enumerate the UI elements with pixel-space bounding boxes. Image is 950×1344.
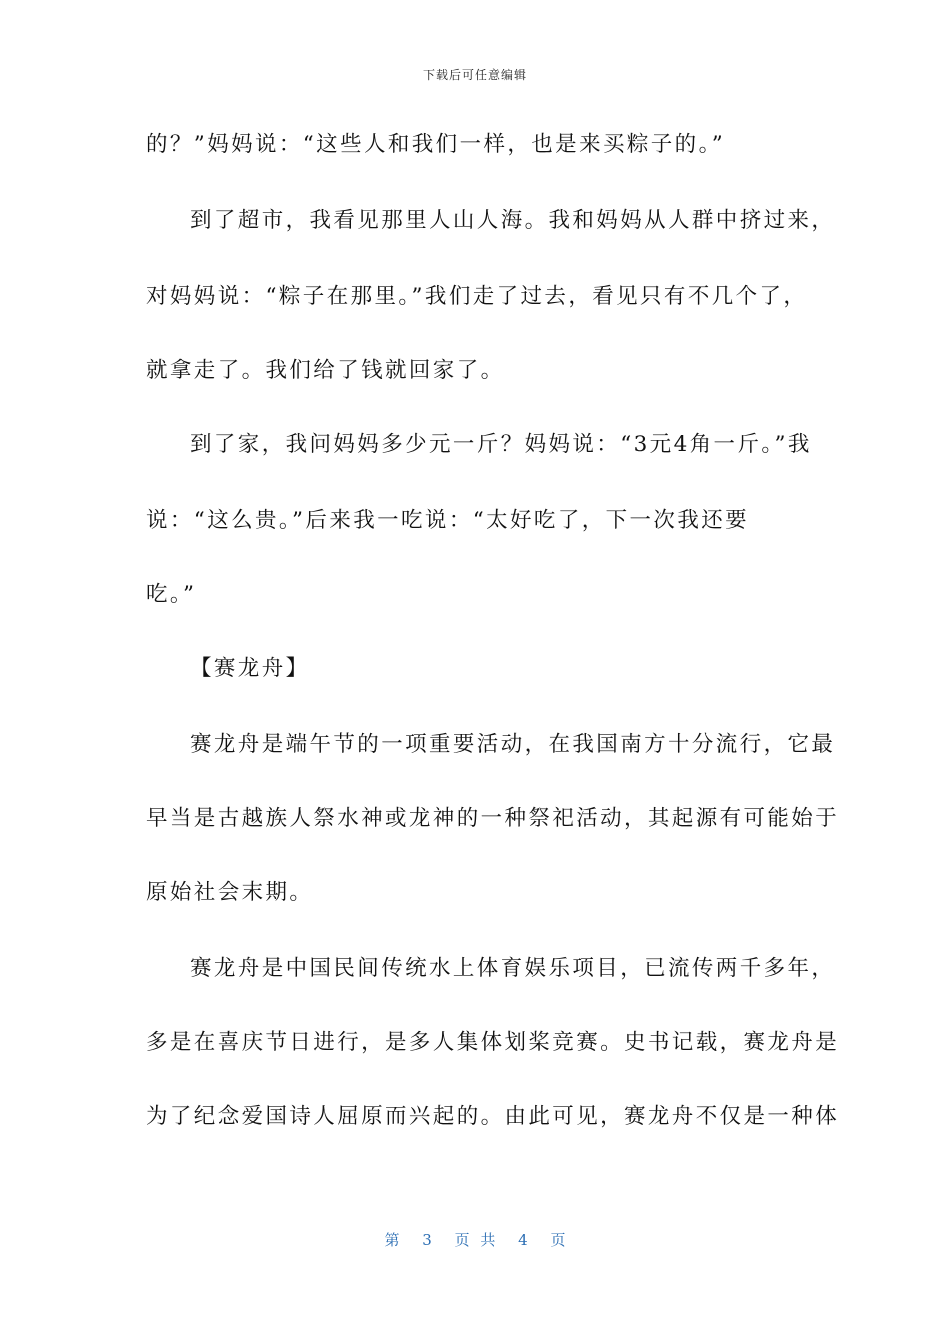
footer-label-mid: 页 共 <box>454 1231 496 1249</box>
footer-total-pages: 4 <box>518 1231 528 1249</box>
text-line: 原始社会末期。 <box>146 880 314 905</box>
text-line: 赛龙舟是端午节的一项重要活动，在我国南方十分流行，它最 <box>190 732 836 757</box>
text-line: 为了纪念爱国诗人屈原而兴起的。由此可见，赛龙舟不仅是一种体 <box>146 1104 840 1129</box>
text-line: 的？”妈妈说：“这些人和我们一样，也是来买粽子的。” <box>146 132 726 157</box>
text-line: 到了家，我问妈妈多少元一斤？妈妈说：“3元4角一斤。”我 <box>190 432 812 457</box>
text-line: 就拿走了。我们给了钱就回家了。 <box>146 358 505 383</box>
footer-label-pre: 第 <box>384 1231 400 1249</box>
section-heading: 【赛龙舟】 <box>190 656 310 681</box>
text-line: 早当是古越族人祭水神或龙神的一种祭祀活动，其起源有可能始于 <box>146 806 840 831</box>
text-line: 多是在喜庆节日进行，是多人集体划桨竞赛。史书记载，赛龙舟是 <box>146 1030 840 1055</box>
text-line: 到了超市，我看见那里人山人海。我和妈妈从人群中挤过来， <box>190 208 836 233</box>
footer-page-number: 3 <box>422 1231 432 1249</box>
text-line: 赛龙舟是中国民间传统水上体育娱乐项目，已流传两千多年， <box>190 956 836 981</box>
text-line: 吃。” <box>146 582 197 607</box>
page-footer <box>0 1229 950 1250</box>
text-line: 说：“这么贵。”后来我一吃说：“太好吃了，下一次我还要 <box>146 508 750 533</box>
page-header: 下载后可任意编辑 <box>422 68 527 82</box>
text-line: 对妈妈说：“粽子在那里。”我们走了过去，看见只有不几个了， <box>146 284 808 309</box>
footer-label-post: 页 <box>550 1231 566 1249</box>
